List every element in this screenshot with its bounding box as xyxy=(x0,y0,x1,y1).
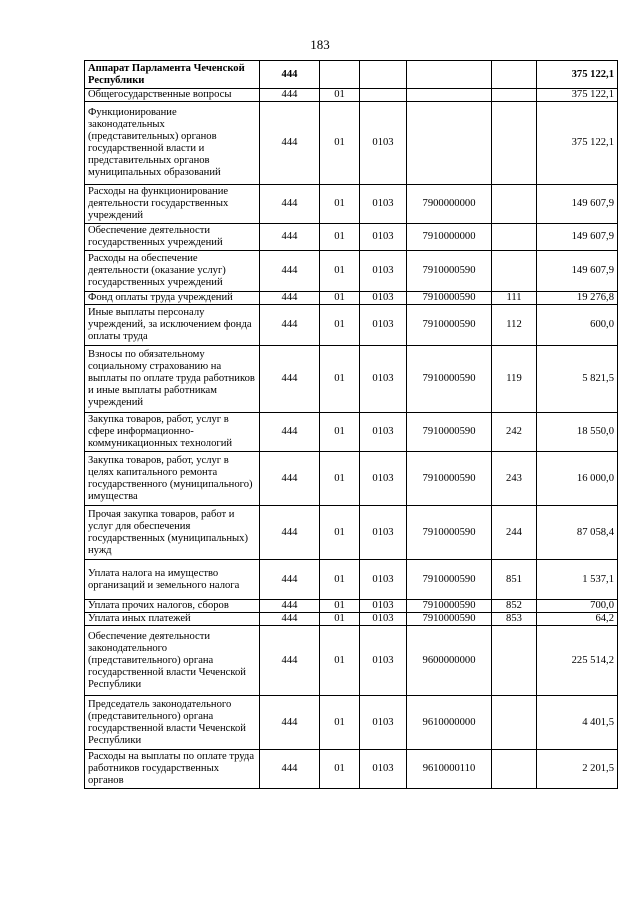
expense-type-cell xyxy=(492,185,537,224)
ministry-code-cell: 444 xyxy=(260,292,320,305)
expense-type-cell xyxy=(492,102,537,185)
row-name-cell: Прочая закупка товаров, работ и услуг для обеспечения государственных (муниципальных) нужд xyxy=(85,506,260,560)
amount-cell: 375 122,1 xyxy=(537,61,618,89)
target-article-cell xyxy=(407,61,492,89)
target-article-cell: 7910000590 xyxy=(407,305,492,346)
subsection-code-cell: 0103 xyxy=(360,613,407,626)
section-code-cell: 01 xyxy=(320,613,360,626)
amount-cell: 600,0 xyxy=(537,305,618,346)
ministry-code-cell: 444 xyxy=(260,89,320,102)
table-row xyxy=(85,696,618,750)
expense-type-cell xyxy=(492,251,537,292)
subsection-code-cell xyxy=(360,89,407,102)
row-name-cell: Расходы на выплаты по оплате труда работников государственных органов xyxy=(85,750,260,789)
target-article-cell: 9610000110 xyxy=(407,750,492,789)
table-row xyxy=(85,346,618,413)
ministry-code-cell: 444 xyxy=(260,305,320,346)
section-code-cell: 01 xyxy=(320,413,360,452)
target-article-cell: 7900000000 xyxy=(407,185,492,224)
table-row xyxy=(85,292,618,305)
subsection-code-cell: 0103 xyxy=(360,560,407,600)
subsection-code-cell: 0103 xyxy=(360,600,407,613)
expense-type-cell: 242 xyxy=(492,413,537,452)
amount-cell: 2 201,5 xyxy=(537,750,618,789)
expense-type-cell xyxy=(492,224,537,251)
section-code-cell xyxy=(320,61,360,89)
amount-cell: 87 058,4 xyxy=(537,506,618,560)
budget-table-body xyxy=(85,61,618,789)
table-row xyxy=(85,750,618,789)
subsection-code-cell: 0103 xyxy=(360,413,407,452)
section-code-cell: 01 xyxy=(320,626,360,696)
table-row xyxy=(85,61,618,89)
ministry-code-cell: 444 xyxy=(260,251,320,292)
ministry-code-cell: 444 xyxy=(260,506,320,560)
table-row xyxy=(85,413,618,452)
row-name-cell: Аппарат Парламента Чеченской Республики xyxy=(85,61,260,89)
expense-type-cell: 244 xyxy=(492,506,537,560)
budget-table xyxy=(84,60,618,789)
ministry-code-cell: 444 xyxy=(260,413,320,452)
row-name-cell: Обеспечение деятельности государственных учреждений xyxy=(85,224,260,251)
row-name-cell: Обеспечение деятельности законодательного (представительного) органа государственной власти Чеченской Республики xyxy=(85,626,260,696)
subsection-code-cell: 0103 xyxy=(360,251,407,292)
row-name-cell: Расходы на обеспечение деятельности (оказание услуг) государственных учреждений xyxy=(85,251,260,292)
target-article-cell: 7910000590 xyxy=(407,452,492,506)
section-code-cell: 01 xyxy=(320,560,360,600)
table-row xyxy=(85,626,618,696)
row-name-cell: Председатель законодательного (представительного) органа государственной власти Чеченской Республики xyxy=(85,696,260,750)
row-name-cell: Взносы по обязательному социальному страхованию на выплаты по оплате труда работников и иные выплаты работникам учреждений xyxy=(85,346,260,413)
table-row xyxy=(85,600,618,613)
section-code-cell: 01 xyxy=(320,224,360,251)
table-row xyxy=(85,613,618,626)
section-code-cell: 01 xyxy=(320,185,360,224)
ministry-code-cell: 444 xyxy=(260,626,320,696)
table-row xyxy=(85,102,618,185)
section-code-cell: 01 xyxy=(320,102,360,185)
ministry-code-cell: 444 xyxy=(260,102,320,185)
target-article-cell: 9600000000 xyxy=(407,626,492,696)
section-code-cell: 01 xyxy=(320,452,360,506)
amount-cell: 5 821,5 xyxy=(537,346,618,413)
ministry-code-cell: 444 xyxy=(260,224,320,251)
target-article-cell: 7910000000 xyxy=(407,224,492,251)
ministry-code-cell: 444 xyxy=(260,613,320,626)
subsection-code-cell: 0103 xyxy=(360,626,407,696)
table-row xyxy=(85,185,618,224)
subsection-code-cell: 0103 xyxy=(360,696,407,750)
target-article-cell: 7910000590 xyxy=(407,251,492,292)
amount-cell: 16 000,0 xyxy=(537,452,618,506)
subsection-code-cell: 0103 xyxy=(360,346,407,413)
row-name-cell: Закупка товаров, работ, услуг в сфере информационно-коммуникационных технологий xyxy=(85,413,260,452)
table-row xyxy=(85,251,618,292)
subsection-code-cell: 0103 xyxy=(360,102,407,185)
table-row xyxy=(85,305,618,346)
subsection-code-cell: 0103 xyxy=(360,506,407,560)
expense-type-cell: 851 xyxy=(492,560,537,600)
ministry-code-cell: 444 xyxy=(260,185,320,224)
table-row xyxy=(85,224,618,251)
row-name-cell: Расходы на функционирование деятельности государственных учреждений xyxy=(85,185,260,224)
amount-cell: 149 607,9 xyxy=(537,185,618,224)
section-code-cell: 01 xyxy=(320,696,360,750)
section-code-cell: 01 xyxy=(320,292,360,305)
target-article-cell xyxy=(407,102,492,185)
expense-type-cell xyxy=(492,696,537,750)
section-code-cell: 01 xyxy=(320,506,360,560)
expense-type-cell: 853 xyxy=(492,613,537,626)
ministry-code-cell: 444 xyxy=(260,750,320,789)
target-article-cell: 7910000590 xyxy=(407,560,492,600)
row-name-cell: Функционирование законодательных (представительных) органов государственной власти и представительных органов муниципальных образований xyxy=(85,102,260,185)
amount-cell: 149 607,9 xyxy=(537,224,618,251)
expense-type-cell xyxy=(492,61,537,89)
section-code-cell: 01 xyxy=(320,251,360,292)
row-name-cell: Иные выплаты персоналу учреждений, за исключением фонда оплаты труда xyxy=(85,305,260,346)
target-article-cell: 7910000590 xyxy=(407,413,492,452)
subsection-code-cell: 0103 xyxy=(360,185,407,224)
subsection-code-cell xyxy=(360,61,407,89)
ministry-code-cell: 444 xyxy=(260,61,320,89)
target-article-cell: 7910000590 xyxy=(407,600,492,613)
subsection-code-cell: 0103 xyxy=(360,750,407,789)
section-code-cell: 01 xyxy=(320,346,360,413)
ministry-code-cell: 444 xyxy=(260,696,320,750)
table-row xyxy=(85,452,618,506)
row-name-cell: Общегосударственные вопросы xyxy=(85,89,260,102)
target-article-cell: 7910000590 xyxy=(407,613,492,626)
section-code-cell: 01 xyxy=(320,600,360,613)
amount-cell: 64,2 xyxy=(537,613,618,626)
row-name-cell: Уплата иных платежей xyxy=(85,613,260,626)
amount-cell: 4 401,5 xyxy=(537,696,618,750)
table-row xyxy=(85,89,618,102)
ministry-code-cell: 444 xyxy=(260,560,320,600)
table-row xyxy=(85,560,618,600)
expense-type-cell xyxy=(492,626,537,696)
amount-cell: 19 276,8 xyxy=(537,292,618,305)
expense-type-cell: 112 xyxy=(492,305,537,346)
ministry-code-cell: 444 xyxy=(260,346,320,413)
amount-cell: 700,0 xyxy=(537,600,618,613)
target-article-cell: 9610000000 xyxy=(407,696,492,750)
subsection-code-cell: 0103 xyxy=(360,305,407,346)
ministry-code-cell: 444 xyxy=(260,452,320,506)
expense-type-cell: 119 xyxy=(492,346,537,413)
section-code-cell: 01 xyxy=(320,89,360,102)
amount-cell: 375 122,1 xyxy=(537,102,618,185)
target-article-cell xyxy=(407,89,492,102)
amount-cell: 225 514,2 xyxy=(537,626,618,696)
row-name-cell: Уплата налога на имущество организаций и земельного налога xyxy=(85,560,260,600)
expense-type-cell xyxy=(492,750,537,789)
ministry-code-cell: 444 xyxy=(260,600,320,613)
section-code-cell: 01 xyxy=(320,305,360,346)
subsection-code-cell: 0103 xyxy=(360,224,407,251)
row-name-cell: Фонд оплаты труда учреждений xyxy=(85,292,260,305)
amount-cell: 149 607,9 xyxy=(537,251,618,292)
target-article-cell: 7910000590 xyxy=(407,346,492,413)
row-name-cell: Уплата прочих налогов, сборов xyxy=(85,600,260,613)
amount-cell: 18 550,0 xyxy=(537,413,618,452)
page-number: 183 xyxy=(310,37,330,52)
target-article-cell: 7910000590 xyxy=(407,506,492,560)
table-row xyxy=(85,506,618,560)
expense-type-cell: 852 xyxy=(492,600,537,613)
expense-type-cell: 111 xyxy=(492,292,537,305)
target-article-cell: 7910000590 xyxy=(407,292,492,305)
section-code-cell: 01 xyxy=(320,750,360,789)
expense-type-cell xyxy=(492,89,537,102)
expense-type-cell: 243 xyxy=(492,452,537,506)
subsection-code-cell: 0103 xyxy=(360,452,407,506)
amount-cell: 375 122,1 xyxy=(537,89,618,102)
amount-cell: 1 537,1 xyxy=(537,560,618,600)
row-name-cell: Закупка товаров, работ, услуг в целях капитального ремонта государственного (муниципального) имущества xyxy=(85,452,260,506)
subsection-code-cell: 0103 xyxy=(360,292,407,305)
